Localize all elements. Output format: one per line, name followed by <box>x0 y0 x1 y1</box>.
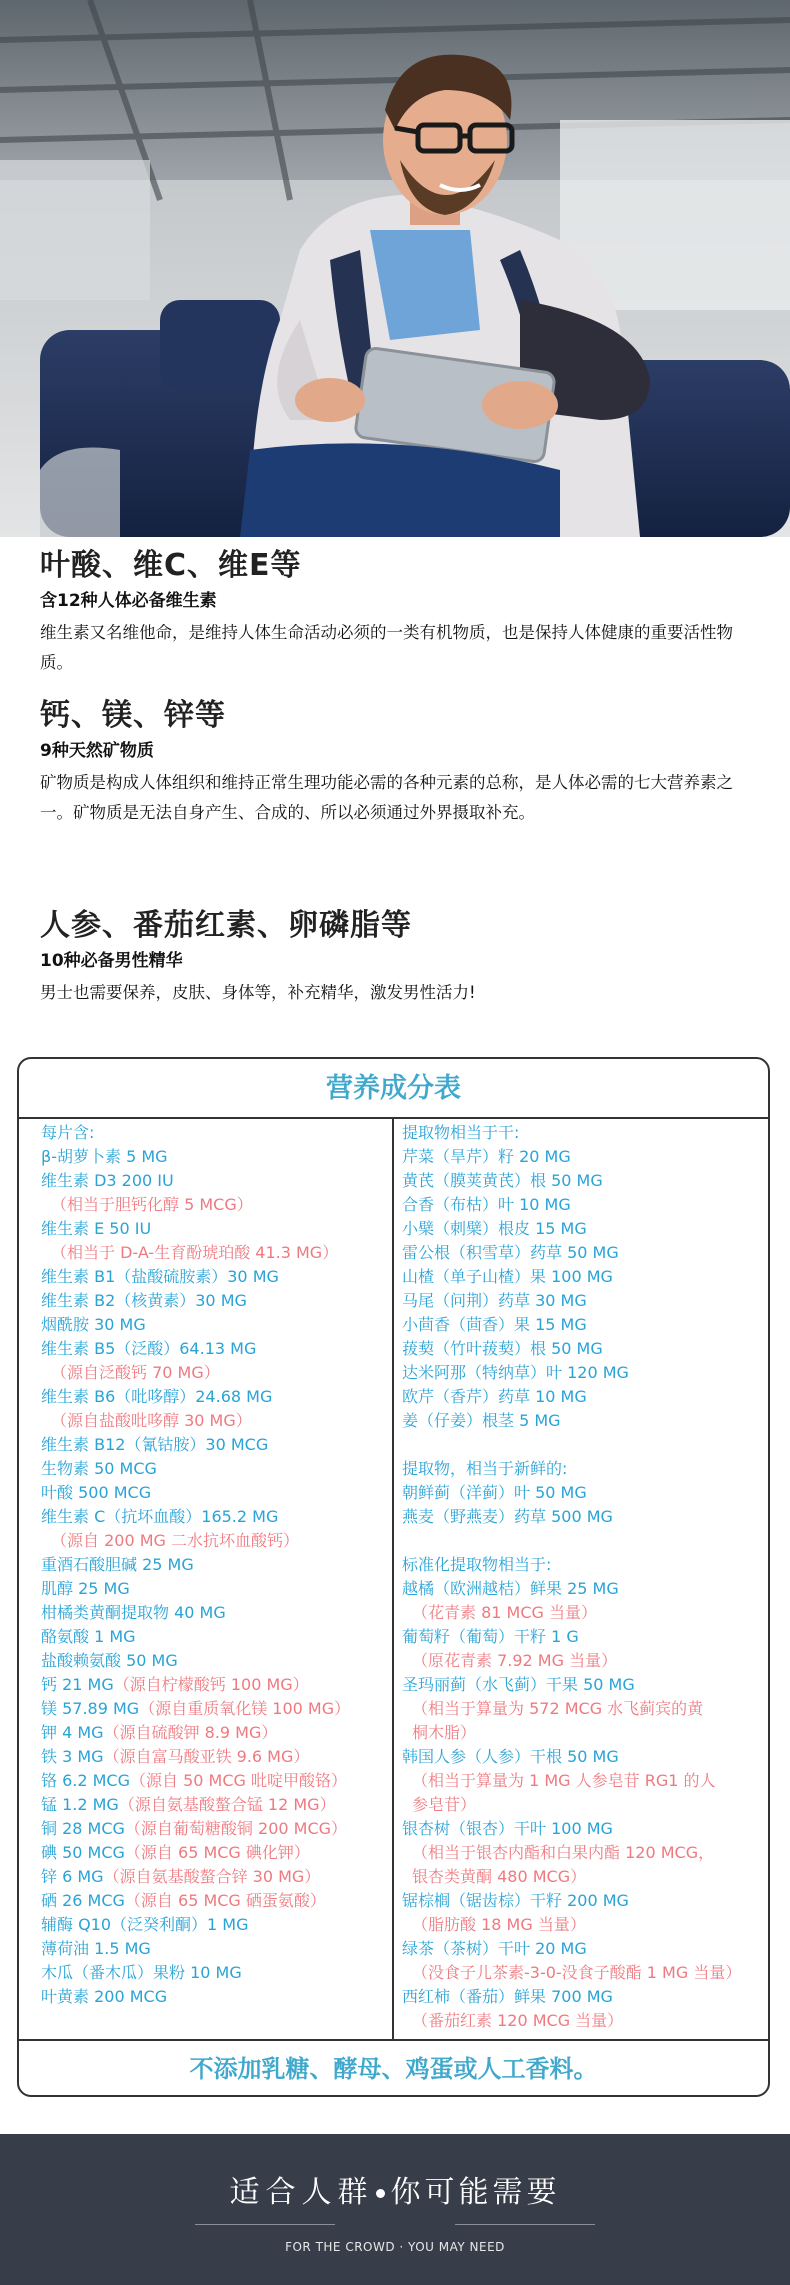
nutrition-table <box>17 1057 770 2097</box>
ingredient-amount: 铁 3 MG <box>41 1747 104 1766</box>
ingredient-line: 越橘（欧洲越桔）鲜果 25 MG <box>402 1579 619 1598</box>
ingredient-line: 姜（仔姜）根茎 5 MG <box>402 1411 561 1430</box>
ingredient-line: （源自盐酸吡哆醇 30 MG） <box>51 1411 252 1430</box>
section-subtitle: 10种必备男性精华 <box>40 951 183 971</box>
ingredient-amount: 铜 28 MCG <box>41 1819 125 1838</box>
ingredient-line: 维生素 B12（氰钴胺）30 MCG <box>41 1435 269 1454</box>
target-crowd-banner <box>0 2134 790 2285</box>
ingredient-line: （相当于算量为 572 MCG 水飞蓟宾的黄 <box>412 1699 704 1718</box>
banner-title-left: 适合人群 <box>229 2175 374 2210</box>
banner-title <box>0 2167 790 2211</box>
ingredient-line: （脂肪酸 18 MG 当量） <box>412 1915 586 1934</box>
ingredient-line: 叶黄素 200 MCG <box>41 1987 168 2006</box>
man-in-armchair-photo <box>0 0 790 537</box>
column-divider <box>392 1117 394 2039</box>
ingredient-line: β-胡萝卜素 5 MG <box>41 1147 168 1166</box>
ingredient-line: 达米阿那（特纳草）叶 120 MG <box>402 1363 629 1382</box>
ingredient-line <box>41 1865 386 1889</box>
ingredients-left-column <box>41 1121 386 2009</box>
ingredient-line: （源自 200 MG 二水抗坏血酸钙） <box>51 1531 300 1550</box>
ingredient-amount: 钙 21 MG <box>41 1675 114 1694</box>
ingredient-line <box>41 1673 386 1697</box>
ingredient-line: 小檗（刺檗）根皮 15 MG <box>402 1219 587 1238</box>
ingredient-line: 黄芪（膜荚黄芪）根 50 MG <box>402 1171 603 1190</box>
ingredient-source: （源自重质氧化镁 100 MG） <box>139 1699 351 1718</box>
ingredient-line: 标准化提取物相当于: <box>402 1555 552 1574</box>
section-title: 钙、镁、锌等 <box>40 698 226 733</box>
table-footer-note: 不添加乳糖、酵母、鸡蛋或人工香料。 <box>189 2055 598 2083</box>
ingredient-line: 提取物，相当于新鲜的: <box>402 1459 568 1478</box>
ingredient-line: （花青素 81 MCG 当量） <box>412 1603 597 1622</box>
ingredient-source: （源自氨基酸螯合锌 30 MG） <box>103 1867 321 1886</box>
ingredient-source: （源自 65 MCG 碘化钾） <box>124 1843 310 1862</box>
ingredient-line: 绿茶（茶树）干叶 20 MG <box>402 1939 587 1958</box>
ingredient-line <box>41 1793 386 1817</box>
ingredient-line: 西红柿（番茄）鲜果 700 MG <box>402 1987 613 2006</box>
ingredient-line <box>41 1817 386 1841</box>
ingredient-line: 酪氨酸 1 MG <box>41 1627 136 1646</box>
ingredient-line: 合香（布枯）叶 10 MG <box>402 1195 571 1214</box>
ingredient-amount: 铬 6.2 MCG <box>41 1771 130 1790</box>
ingredient-line: 每片含: <box>41 1123 95 1142</box>
section-subtitle: 含12种人体必备维生素 <box>40 591 217 611</box>
ingredient-line: （源自泛酸钙 70 MG） <box>51 1363 220 1382</box>
ingredient-line: （相当于银杏内酯和白果内酯 120 MCG， <box>412 1843 715 1862</box>
ingredient-source: （源自 65 MCG 硒蛋氨酸） <box>124 1891 326 1910</box>
ingredient-line: 桐木脂） <box>412 1723 477 1742</box>
ingredient-amount: 锌 6 MG <box>41 1867 104 1886</box>
ingredient-line: 生物素 50 MCG <box>41 1459 157 1478</box>
section-title: 人参、番茄红素、卵磷脂等 <box>40 908 412 943</box>
ingredient-amount: 碘 50 MCG <box>41 1843 125 1862</box>
section-body: 矿物质是构成人体组织和维持正常生理功能必需的各种元素的总称，是人体必需的七大营养素之一。矿物质是无法自身产生、合成的、所以必须通过外界摄取补充。 <box>40 773 733 822</box>
table-title: 营养成分表 <box>326 1073 461 1104</box>
ingredient-line: 柑橘类黄酮提取物 40 MG <box>41 1603 226 1622</box>
vitamins-section <box>40 548 740 678</box>
ingredient-line: 维生素 B6（吡哆醇）24.68 MG <box>41 1387 273 1406</box>
ingredient-line: 燕麦（野燕麦）药草 500 MG <box>402 1507 613 1526</box>
ingredient-line <box>41 1889 386 1913</box>
section-body: 男士也需要保养，皮肤、身体等，补充精华，激发男性活力! <box>40 983 476 1002</box>
ingredient-line: 维生素 B1（盐酸硫胺素）30 MG <box>41 1267 279 1286</box>
ingredient-source: （源自富马酸亚铁 9.6 MG） <box>103 1747 310 1766</box>
ingredient-line: 葡萄籽（葡萄）干籽 1 G <box>402 1627 579 1646</box>
ingredient-source: （源自氨基酸螯合锰 12 MG） <box>118 1795 336 1814</box>
ingredient-line <box>41 1745 386 1769</box>
ingredient-line: 重酒石酸胆碱 25 MG <box>41 1555 194 1574</box>
ingredient-line: 朝鲜蓟（洋蓟）叶 50 MG <box>402 1483 587 1502</box>
ingredient-line <box>41 1841 386 1865</box>
ingredient-line: 参皂苷） <box>412 1795 477 1814</box>
ingredient-line: （没食子儿茶素-3-0-没食子酸酯 1 MG 当量） <box>412 1963 742 1982</box>
ingredient-line: 雷公根（积雪草）药草 50 MG <box>402 1243 619 1262</box>
ingredient-line: 欧芹（香芹）药草 10 MG <box>402 1387 587 1406</box>
minerals-section <box>40 698 740 828</box>
ingredient-line: （相当于 D-A-生育酚琥珀酸 41.3 MG） <box>51 1243 339 1262</box>
section-body: 维生素又名维他命，是维持人体生命活动必须的一类有机物质，也是保持人体健康的重要活性物质。 <box>40 623 733 672</box>
ingredient-line <box>402 1433 768 1457</box>
ingredient-line: 菝葜（竹叶菝葜）根 50 MG <box>402 1339 603 1358</box>
banner-divider-right <box>455 2224 595 2225</box>
ingredient-line: 圣玛丽蓟（水飞蓟）干果 50 MG <box>402 1675 635 1694</box>
ingredient-line: （相当于算量为 1 MG 人参皂苷 RG1 的人 <box>412 1771 716 1790</box>
ingredient-line: 薄荷油 1.5 MG <box>41 1939 151 1958</box>
ingredient-line: 肌醇 25 MG <box>41 1579 130 1598</box>
ingredient-line: 韩国人参（人参）干根 50 MG <box>402 1747 619 1766</box>
ingredient-line: 小茴香（茴香）果 15 MG <box>402 1315 587 1334</box>
banner-subtitle: FOR THE CROWD · YOU MAY NEED <box>285 2240 505 2254</box>
ingredient-source: （源自硫酸钾 8.9 MG） <box>103 1723 278 1742</box>
ingredient-line: 木瓜（番木瓜）果粉 10 MG <box>41 1963 242 1982</box>
ingredient-line: 提取物相当于干: <box>402 1123 520 1142</box>
ingredient-line: 维生素 C（抗坏血酸）165.2 MG <box>41 1507 279 1526</box>
ingredient-line <box>41 1721 386 1745</box>
ingredient-line <box>41 1769 386 1793</box>
ingredient-amount: 钾 4 MG <box>41 1723 104 1742</box>
ingredient-line: 锯棕榈（锯齿棕）干籽 200 MG <box>402 1891 629 1910</box>
male-essence-section <box>40 908 740 1008</box>
ingredient-line: （相当于胆钙化醇 5 MCG） <box>51 1195 253 1214</box>
ingredient-line: 银杏类黄酮 480 MCG） <box>412 1867 587 1886</box>
ingredient-line: 银杏树（银杏）干叶 100 MG <box>402 1819 613 1838</box>
ingredient-line: （番茄红素 120 MCG 当量） <box>412 2011 624 2030</box>
ingredient-line: 维生素 E 50 IU <box>41 1219 152 1238</box>
ingredient-line: 芹菜（旱芹）籽 20 MG <box>402 1147 571 1166</box>
banner-divider-left <box>195 2224 335 2225</box>
section-title: 叶酸、维C、维E等 <box>40 548 302 583</box>
ingredient-line: 山楂（单子山楂）果 100 MG <box>402 1267 613 1286</box>
ingredient-source: （源自柠檬酸钙 100 MG） <box>113 1675 309 1694</box>
dot-separator-icon <box>376 2189 385 2198</box>
ingredient-amount: 硒 26 MCG <box>41 1891 125 1910</box>
ingredient-line: 辅酶 Q10（泛癸利酮）1 MG <box>41 1915 249 1934</box>
hero-photo <box>0 0 790 537</box>
ingredient-line: （原花青素 7.92 MG 当量） <box>412 1651 618 1670</box>
ingredient-source: （源自 50 MCG 吡啶甲酸铬） <box>130 1771 347 1790</box>
ingredient-line: 维生素 B5（泛酸）64.13 MG <box>41 1339 257 1358</box>
ingredient-line: 盐酸赖氨酸 50 MG <box>41 1651 178 1670</box>
ingredient-amount: 锰 1.2 MG <box>41 1795 119 1814</box>
ingredient-line: 维生素 B2（核黄素）30 MG <box>41 1291 247 1310</box>
banner-title-right: 你可能需要 <box>390 2175 561 2210</box>
ingredient-line <box>41 1697 386 1721</box>
ingredient-source: （源自葡萄糖酸铜 200 MCG） <box>124 1819 348 1838</box>
ingredient-line <box>402 1529 768 1553</box>
ingredient-line: 维生素 D3 200 IU <box>41 1171 174 1190</box>
ingredient-line: 马尾（问荆）药草 30 MG <box>402 1291 587 1310</box>
ingredient-line: 烟酰胺 30 MG <box>41 1315 146 1334</box>
section-subtitle: 9种天然矿物质 <box>40 741 154 761</box>
ingredients-right-column <box>402 1121 768 2033</box>
ingredient-amount: 镁 57.89 MG <box>41 1699 140 1718</box>
ingredient-line: 叶酸 500 MCG <box>41 1483 152 1502</box>
